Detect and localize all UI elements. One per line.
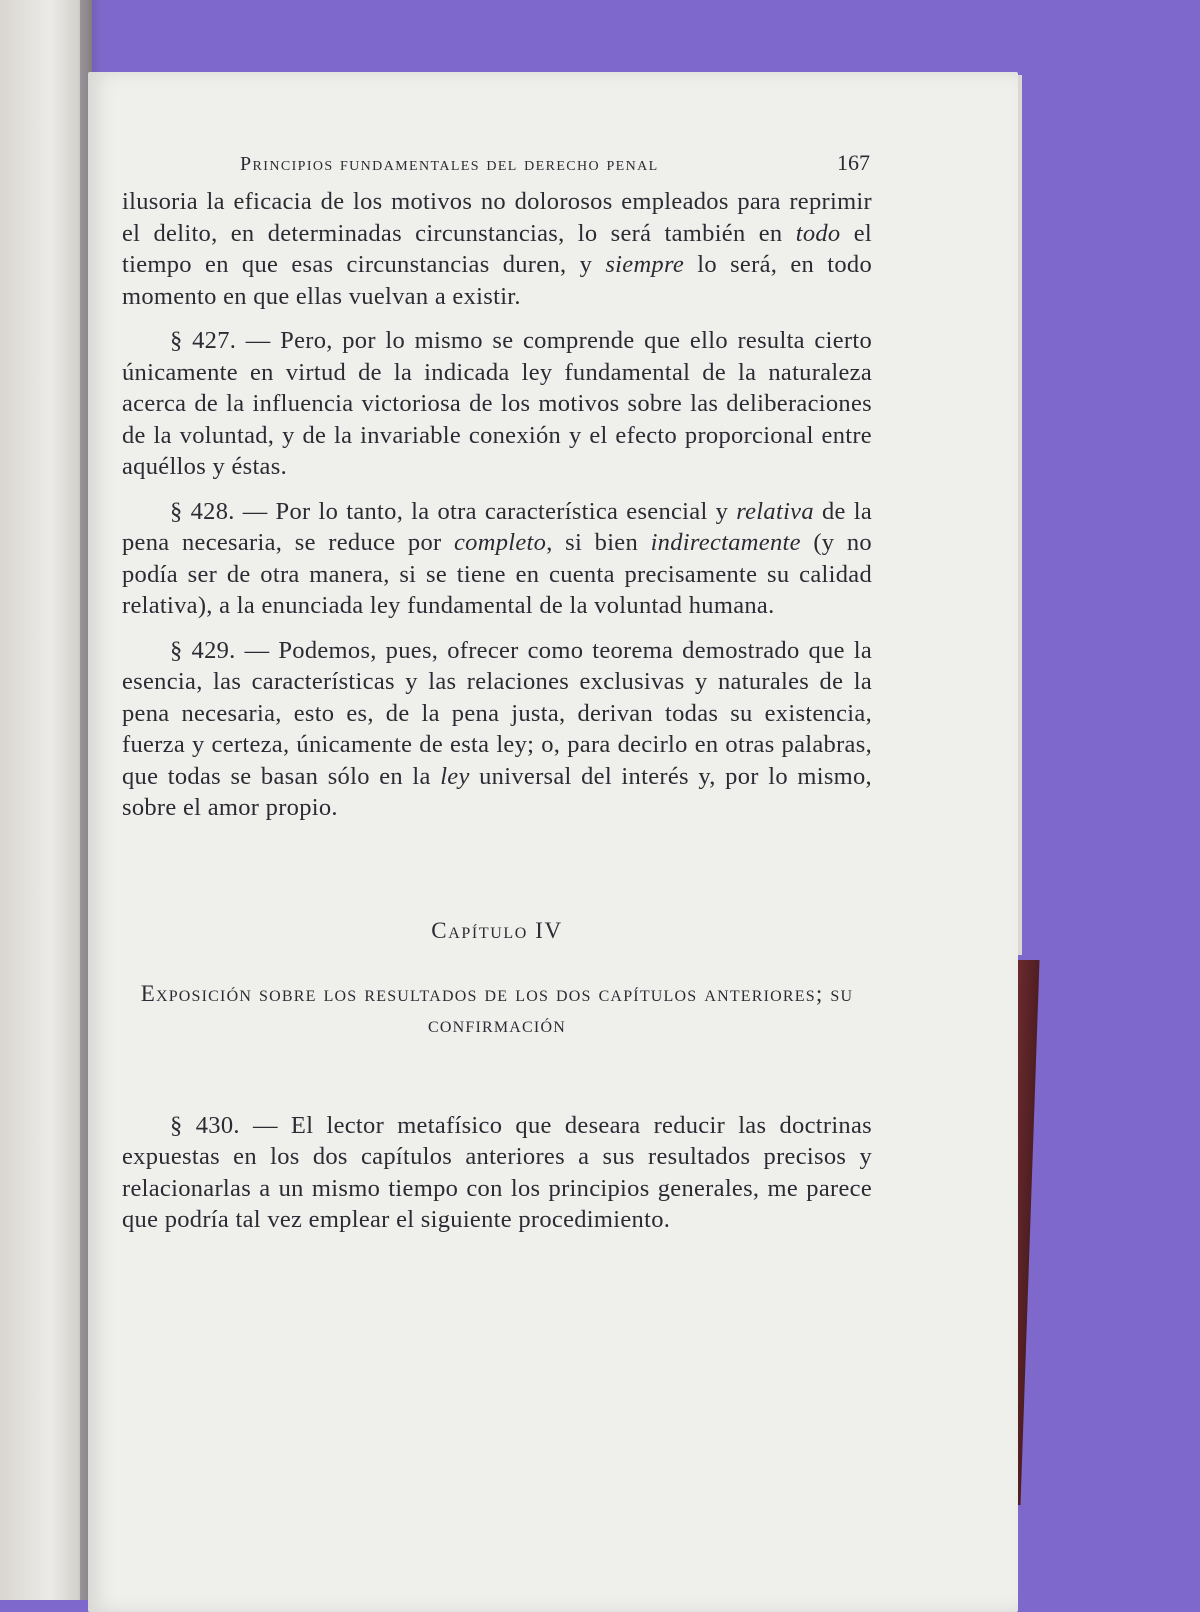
paragraph-428: § 428. — Por lo tanto, la otra característica esencial y relativa de la pena necesaria, se reduce por completo, si bien indirectamente (y no podía ser de otra manera, si se tiene en cuenta precisamente su calidad relativa), a la enunciada ley fundamental de la voluntad humana.	[122, 497, 872, 619]
running-title: Principios fundamentales del derecho penal	[240, 153, 659, 175]
page-text	[122, 150, 872, 1249]
paragraph-430: § 430. — El lector metafísico que deseara reducir las doctrinas expuestas en los dos capítulos anteriores a sus resultados precisos y relacionarlas a un mismo tiempo con los principios generales, me parece que podría tal vez emplear el siguiente procedimiento.	[122, 1111, 872, 1233]
page-number: 167	[837, 150, 870, 175]
paragraph-427: § 427. — Pero, por lo mismo se comprende que ello resulta cierto únicamente en virtud de la indicada ley fundamental de la naturaleza acerca de la influencia victoriosa de los motivos sobre las deliberaciones de la voluntad, y de la invariable conexión y el efecto proporcional entre aquéllos y éstas.	[122, 327, 872, 480]
paragraph-429: § 429. — Podemos, pues, ofrecer como teorema demostrado que la esencia, las características y las relaciones exclusivas y naturales de la pena necesaria, esto es, de la pena justa, derivan todas su existencia, fuerza y certeza, únicamente de esta ley; o, para decirlo en otras palabras, que todas se basan sólo en la ley universal del interés y, por lo mismo, sobre el amor propio.	[122, 636, 872, 821]
facing-page-edge	[0, 0, 92, 1600]
chapter-heading: Capítulo IV	[431, 917, 563, 943]
chapter-subtitle: Exposición sobre los resultados de los dos capítulos anteriores; su confirmación	[140, 980, 854, 1037]
running-head	[240, 150, 872, 176]
paragraph-continued: ilusoria la eficacia de los motivos no dolorosos empleados para reprimir el delito, en determinadas circunstancias, lo será también en todo el tiempo en que esas circunstancias duren, y siempre lo será, en todo momento en que ellas vuelvan a existir.	[122, 188, 872, 310]
